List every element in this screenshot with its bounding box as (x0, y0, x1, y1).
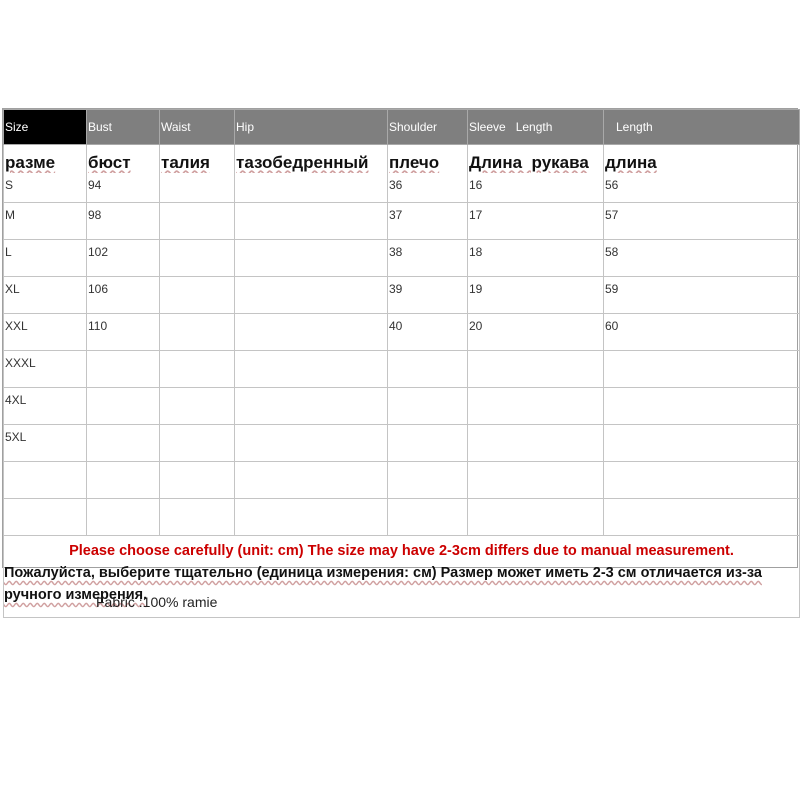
table-cell (388, 425, 468, 462)
table-cell (235, 351, 388, 388)
header-sleeve-length: Sleeve Length (468, 110, 604, 145)
table-cell: 17 (468, 203, 604, 240)
table-cell (388, 499, 468, 536)
table-cell: XL (4, 277, 87, 314)
header-ru-sleeve-length: Длина рукава (468, 145, 604, 174)
table-row (4, 499, 800, 536)
table-cell: 57 (604, 203, 800, 240)
table-cell (160, 388, 235, 425)
table-cell (87, 499, 160, 536)
header-hip: Hip (235, 110, 388, 145)
table-cell (160, 277, 235, 314)
table-cell (388, 388, 468, 425)
measurement-note-russian: Пожалуйста, выберите тщательно (единица измерения: см) Размер может иметь 2-3 см отличается из-за ручного измерения. (4, 565, 762, 603)
table-cell: 18 (468, 240, 604, 277)
table-row (4, 462, 800, 499)
table-cell (468, 462, 604, 499)
table-cell (87, 425, 160, 462)
table-cell: 106 (87, 277, 160, 314)
table-cell (160, 351, 235, 388)
header-ru-length: длина (604, 145, 800, 174)
table-cell (160, 173, 235, 203)
table-cell: 60 (604, 314, 800, 351)
table-cell (388, 351, 468, 388)
table-cell: S (4, 173, 87, 203)
table-cell: XXXL (4, 351, 87, 388)
header-ru-size: разме (4, 145, 87, 174)
table-cell: M (4, 203, 87, 240)
table-cell (468, 351, 604, 388)
header-waist: Waist (160, 110, 235, 145)
measurement-note-english: Please choose carefully (unit: cm) The size may have 2-3cm differs due to manual measurement. (69, 543, 734, 559)
table-cell (235, 499, 388, 536)
table-cell (235, 203, 388, 240)
header-size: Size (4, 110, 87, 145)
table-cell (160, 425, 235, 462)
table-cell: 110 (87, 314, 160, 351)
table-cell (4, 499, 87, 536)
table-cell (235, 277, 388, 314)
table-cell (388, 462, 468, 499)
fabric-note: Fabric :100% ramie (96, 594, 218, 610)
header-ru-bust: бюст (87, 145, 160, 174)
table-row (4, 173, 800, 203)
table-cell (235, 425, 388, 462)
table-cell (160, 314, 235, 351)
table-row (4, 277, 800, 314)
table-cell: XXL (4, 314, 87, 351)
table-cell (235, 462, 388, 499)
table-cell: 19 (468, 277, 604, 314)
table-cell: 59 (604, 277, 800, 314)
table-cell (235, 173, 388, 203)
header-ru-hip: тазобедренный (235, 145, 388, 174)
table-cell (235, 388, 388, 425)
table-cell (235, 240, 388, 277)
table-cell: 56 (604, 173, 800, 203)
table-cell: 37 (388, 203, 468, 240)
table-cell: 102 (87, 240, 160, 277)
table-cell (87, 388, 160, 425)
table-cell: 39 (388, 277, 468, 314)
table-cell: 36 (388, 173, 468, 203)
table-cell (160, 499, 235, 536)
table-cell (604, 351, 800, 388)
table-row (4, 203, 800, 240)
table-cell: 20 (468, 314, 604, 351)
header-bust: Bust (87, 110, 160, 145)
header-length: Length (604, 110, 800, 145)
table-cell (87, 462, 160, 499)
table-row (4, 314, 800, 351)
table-cell (160, 240, 235, 277)
table-cell: 94 (87, 173, 160, 203)
table-row (4, 240, 800, 277)
header-ru-waist: талия (160, 145, 235, 174)
table-cell: 38 (388, 240, 468, 277)
table-row (4, 425, 800, 462)
table-cell (604, 425, 800, 462)
table-cell (468, 499, 604, 536)
table-cell (4, 462, 87, 499)
table-cell: 5XL (4, 425, 87, 462)
table-cell: 98 (87, 203, 160, 240)
table-cell (604, 499, 800, 536)
table-row (4, 351, 800, 388)
table-cell (87, 351, 160, 388)
table-cell (468, 425, 604, 462)
table-cell (604, 462, 800, 499)
table-cell (468, 388, 604, 425)
header-shoulder: Shoulder (388, 110, 468, 145)
table-cell: 4XL (4, 388, 87, 425)
table-cell (160, 462, 235, 499)
table-cell: 40 (388, 314, 468, 351)
table-cell (235, 314, 388, 351)
table-cell: 58 (604, 240, 800, 277)
table-cell (160, 203, 235, 240)
header-ru-shoulder: плечо (388, 145, 468, 174)
header-row-russian (4, 145, 800, 174)
table-row (4, 388, 800, 425)
table-cell (604, 388, 800, 425)
header-row (4, 110, 800, 145)
table-cell: 16 (468, 173, 604, 203)
table-cell: L (4, 240, 87, 277)
size-grid (3, 109, 800, 618)
